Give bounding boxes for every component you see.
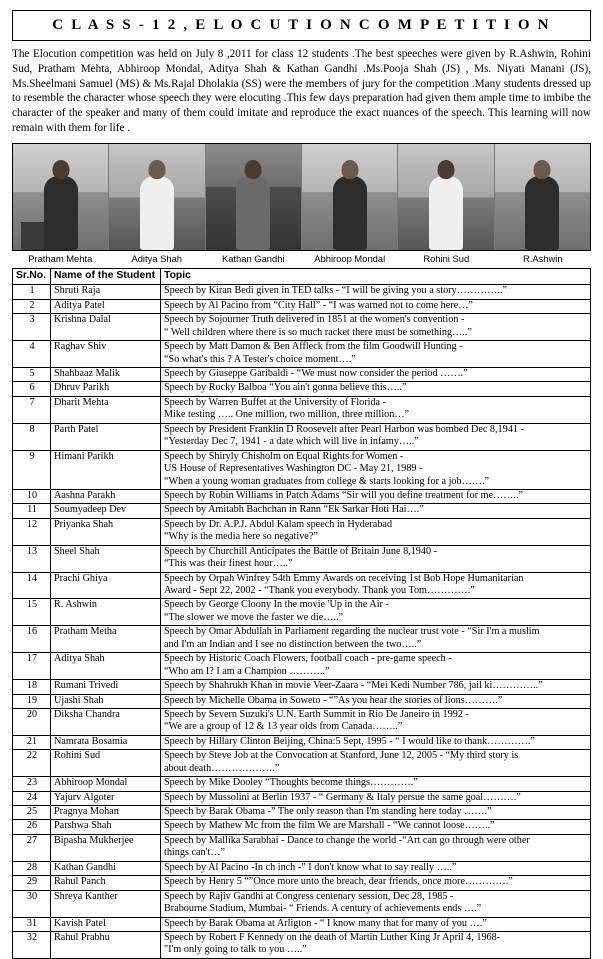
- topic-line: Speech by Amitabh Bachchan in Rann “Ek Sarkar Hoti Hai….”: [164, 504, 424, 516]
- cell-topic: [161, 820, 591, 834]
- photo-strip: [12, 143, 591, 251]
- topic-line: “Why is the media here so negative?”: [164, 531, 318, 543]
- cell-student-name: Prachi Ghiya: [51, 572, 161, 599]
- table-row: [13, 890, 591, 917]
- topic-line: “Who am I? I am a Champion ………..”: [164, 665, 330, 677]
- topic-line: Speech by Dr. A.P.J. Abdul Kalam speech in Hyderabad: [164, 518, 393, 530]
- photo-rohini-sud: [398, 144, 494, 250]
- cell-topic: [161, 890, 591, 917]
- topic-line: Speech by Historic Coach Flowers, football coach - pre-game speech -: [164, 653, 452, 665]
- cell-topic: [161, 876, 591, 890]
- table-row: [13, 572, 591, 599]
- table-row: [13, 504, 591, 518]
- cell-student-name: Shahbaaz Malik: [51, 368, 161, 382]
- cell-sr-no: 29: [13, 876, 51, 890]
- table-row: [13, 917, 591, 931]
- topic-line: Speech by Rocky Balboa “You ain't gonna believe this…..”: [164, 382, 407, 394]
- topic-line: Speech by Barak Obama at Arligton - “ I know many that for many of you ….”: [164, 917, 487, 929]
- cell-student-name: Dhruv Parikh: [51, 382, 161, 396]
- topic-line: Speech by Orpah Winfrey 54th Emmy Awards on receiving 1st Bob Hope Humanitarian: [164, 572, 524, 584]
- topic-line: Speech by Henry 5 “”Once more unto the breach, dear friends, once more………….”: [164, 876, 513, 888]
- cell-topic: [161, 834, 591, 861]
- topic-line: "I'm only going to talk to you …..”: [164, 944, 307, 956]
- column-header-sr: Sr.No.: [13, 268, 51, 285]
- cell-student-name: Pratham Metha: [51, 626, 161, 653]
- cell-student-name: Shreya Kanther: [51, 890, 161, 917]
- cell-student-name: Parshwa Shah: [51, 820, 161, 834]
- table-row: [13, 694, 591, 708]
- table-row: [13, 777, 591, 791]
- cell-sr-no: 1: [13, 285, 51, 299]
- cell-topic: [161, 572, 591, 599]
- table-row: [13, 299, 591, 313]
- table-row: [13, 735, 591, 749]
- cell-topic: [161, 285, 591, 299]
- topic-line: Brabourne Stadium, Mumbai- “ Friends. A century of achievements ends ….”: [164, 903, 482, 915]
- document-title-bar: [12, 10, 591, 41]
- topic-line: Speech by Al Pacino -In ch inch -” I don't know what to say really …..”: [164, 861, 457, 873]
- table-header-row: [13, 268, 591, 285]
- cell-topic: [161, 423, 591, 450]
- table-row: [13, 653, 591, 680]
- cell-topic: [161, 708, 591, 735]
- table-body: [13, 285, 591, 958]
- cell-sr-no: 5: [13, 368, 51, 382]
- cell-sr-no: 8: [13, 423, 51, 450]
- cell-topic: [161, 626, 591, 653]
- cell-student-name: Krishna Dalal: [51, 314, 161, 341]
- topic-line: Speech by Warren Buffet at the University of Florida -: [164, 396, 387, 408]
- cell-topic: [161, 489, 591, 503]
- cell-topic: [161, 791, 591, 805]
- cell-sr-no: 3: [13, 314, 51, 341]
- cell-student-name: Namrata Bosamia: [51, 735, 161, 749]
- topic-line: Speech by Robert F Kennedy on the death of Martin Luther King Jr April 4, 1968-: [164, 931, 501, 943]
- table-row: [13, 382, 591, 396]
- cell-topic: [161, 504, 591, 518]
- topic-line: “This was their finest hour…..”: [164, 558, 293, 570]
- photo-aditya-shah: [109, 144, 205, 250]
- cell-topic: [161, 368, 591, 382]
- table-row: [13, 750, 591, 777]
- cell-topic: [161, 777, 591, 791]
- topic-line: “Yesterday Dec 7, 1941 - a date which will live in infamy…..”: [164, 436, 419, 448]
- cell-topic: [161, 450, 591, 489]
- cell-sr-no: 22: [13, 750, 51, 777]
- topic-line: Speech by Kiran Bedi given in TED talks - “I will be giving you a story…………..”: [164, 285, 508, 297]
- cell-sr-no: 14: [13, 572, 51, 599]
- topic-line: Speech by Mathew Mc from the film We are Marshall - “We cannot loose……..”: [164, 820, 495, 832]
- topic-line: Speech by Shiryly Chisholm on Equal Rights for Women -: [164, 450, 404, 462]
- cell-student-name: Yajurv Algoter: [51, 791, 161, 805]
- photo-caption: R.Ashwin: [522, 252, 563, 264]
- cell-student-name: Aditya Patel: [51, 299, 161, 313]
- cell-sr-no: 18: [13, 680, 51, 694]
- table-row: [13, 931, 591, 958]
- cell-sr-no: 10: [13, 489, 51, 503]
- participants-table: [12, 268, 591, 959]
- table-row: [13, 834, 591, 861]
- photo-caption: Pratham Mehta: [28, 252, 93, 264]
- cell-student-name: Rohini Sud: [51, 750, 161, 777]
- cell-topic: [161, 545, 591, 572]
- cell-student-name: Kavish Patel: [51, 917, 161, 931]
- table-row: [13, 450, 591, 489]
- column-header-name: Name of the Student: [51, 268, 161, 285]
- topic-line: Speech by Robin Williams in Patch Adams “Sir will you define treatment for me……..”: [164, 489, 524, 501]
- topic-line: Speech by Sojourner Truth delivered in 1851 at the women's convention -: [164, 314, 465, 326]
- photo-pratham-mehta: [13, 144, 109, 250]
- topic-line: Speech by Giuseppe Garibaldi - “We must now consider the period …….”: [164, 368, 468, 379]
- photo-r-ashwin: [495, 144, 590, 250]
- topic-line: Speech by Steve Job at the Convocation at Stanford, June 12, 2005 - “My third story is: [164, 750, 519, 762]
- topic-line: “The slower we move the faster we die…..”: [164, 611, 344, 623]
- topic-line: Speech by Barak Obama -” The only reason than I'm standing here today …….”: [164, 806, 492, 817]
- table-row: [13, 423, 591, 450]
- cell-topic: [161, 917, 591, 931]
- table-row: [13, 368, 591, 382]
- cell-topic: [161, 599, 591, 626]
- intro-paragraph: The Elocution competition was held on July 8 ,2011 for class 12 students .The best speeches were given by R.Ashwin, Rohini Sud, Pratham Mehta, Abhiroop Mondal, Aditya Shah & Kathan Gandhi .Ms.Pooja Shah (JS) , Ms. Niyati Manani (JS), Ms.Sheelmani Samuel (MS) & Ms.Rajal Dholakia (SS) were the members of jury for the competition .Many students dressed up to resemble the character whose speech they were elocuting .This few days preparation had given them ample time to imbibe the character of the speaker and many of them could imitate and reproduce the exact nuances of the speech. This learning will now remain with them for life .: [12, 48, 591, 134]
- topic-line: “So what's this ? A Tester's choice moment….”: [164, 353, 356, 365]
- cell-topic: [161, 299, 591, 313]
- cell-student-name: Priyanka Shah: [51, 518, 161, 545]
- photo-captions: [12, 253, 591, 264]
- cell-student-name: Kathan Gandhi: [51, 861, 161, 875]
- cell-sr-no: 23: [13, 777, 51, 791]
- cell-student-name: Aashna Parakh: [51, 489, 161, 503]
- cell-sr-no: 30: [13, 890, 51, 917]
- cell-sr-no: 28: [13, 861, 51, 875]
- cell-sr-no: 12: [13, 518, 51, 545]
- topic-line: Speech by Al Pacino from “City Hall” - “I was warned not to come here…”: [164, 299, 473, 311]
- photo-abhiroop-mondal: [302, 144, 398, 250]
- photo-caption: Rohini Sud: [423, 252, 470, 264]
- cell-sr-no: 21: [13, 735, 51, 749]
- topic-line: Award - Sept 22, 2002 - “Thank you everybody. Thank you Tom………….”: [164, 585, 475, 596]
- table-row: [13, 791, 591, 805]
- page-title: C L A S S - 1 2 , E L O C U T I O N C O M P E T I T I O N: [52, 17, 551, 33]
- cell-topic: [161, 396, 591, 423]
- cell-topic: [161, 382, 591, 396]
- cell-student-name: Rumani Trivedi: [51, 680, 161, 694]
- cell-sr-no: 2: [13, 299, 51, 313]
- cell-sr-no: 25: [13, 806, 51, 820]
- cell-topic: [161, 931, 591, 958]
- topic-line: Speech by Churchill Anticipates the Battle of Britain June 8,1940 -: [164, 545, 438, 557]
- topic-line: Speech by George Cloony In the movie 'Up in the Air -: [164, 599, 389, 611]
- topic-line: Speech by Matt Damon & Ben Affleck from the film Goodwill Hunting -: [164, 341, 463, 353]
- cell-sr-no: 17: [13, 653, 51, 680]
- table-row: [13, 341, 591, 368]
- cell-student-name: Himani Parikh: [51, 450, 161, 489]
- cell-student-name: Soumyadeep Dev: [51, 504, 161, 518]
- table-row: [13, 626, 591, 653]
- cell-student-name: Ujashi Shah: [51, 694, 161, 708]
- table-row: [13, 285, 591, 299]
- cell-topic: [161, 314, 591, 341]
- cell-sr-no: 13: [13, 545, 51, 572]
- topic-line: Mike testing ….. One million, two million, three million…”: [164, 409, 410, 421]
- table-row: [13, 489, 591, 503]
- topic-line: “ Well children where there is so much racket there must be something…..”: [164, 326, 472, 338]
- topic-line: Speech by Severn Suzuki's U.N. Earth Summit in Rio De Janeiro in 1992 -: [164, 708, 469, 720]
- topic-line: Speech by Shahrukh Khan in movie Veer-Zaara - “Mei Kedi Number 786, jail ki…………..”: [164, 680, 543, 692]
- table-row: [13, 396, 591, 423]
- cell-student-name: Shruti Raja: [51, 285, 161, 299]
- table-row: [13, 820, 591, 834]
- cell-sr-no: 31: [13, 917, 51, 931]
- cell-topic: [161, 806, 591, 820]
- cell-student-name: Dharit Mehta: [51, 396, 161, 423]
- table-row: [13, 680, 591, 694]
- cell-sr-no: 16: [13, 626, 51, 653]
- table-row: [13, 599, 591, 626]
- cell-student-name: R. Ashwin: [51, 599, 161, 626]
- topic-line: Speech by Mussolini at Berlin 1937 - “ Germany & Italy persue the same goal……….”: [164, 791, 521, 803]
- cell-student-name: Diksha Chandra: [51, 708, 161, 735]
- cell-sr-no: 20: [13, 708, 51, 735]
- cell-topic: [161, 341, 591, 368]
- topic-line: Speech by Hillary Clinton Beijing, China:5 Sept, 1995 - “ I would like to thank………….”: [164, 735, 535, 747]
- cell-student-name: Sheel Shah: [51, 545, 161, 572]
- cell-sr-no: 24: [13, 791, 51, 805]
- cell-sr-no: 15: [13, 599, 51, 626]
- cell-sr-no: 19: [13, 694, 51, 708]
- topic-line: Speech by Rajiv Gandhi at Congress centenary session, Dec 28, 1985 -: [164, 890, 454, 902]
- cell-student-name: Pragnya Mohan: [51, 806, 161, 820]
- table-row: [13, 314, 591, 341]
- cell-student-name: Raghav Shiv: [51, 341, 161, 368]
- cell-sr-no: 7: [13, 396, 51, 423]
- topic-line: about death……………….”: [164, 762, 280, 774]
- topic-line: Speech by Mallika Sarabhai - Dance to change the world -“Art can go through were other: [164, 834, 530, 846]
- cell-topic: [161, 861, 591, 875]
- cell-student-name: Rahul Panch: [51, 876, 161, 890]
- cell-topic: [161, 735, 591, 749]
- cell-sr-no: 11: [13, 504, 51, 518]
- cell-topic: [161, 680, 591, 694]
- photo-kathan-gandhi: [206, 144, 302, 250]
- table-row: [13, 545, 591, 572]
- cell-topic: [161, 694, 591, 708]
- photo-caption: Abhiroop Mondal: [314, 252, 386, 264]
- cell-sr-no: 4: [13, 341, 51, 368]
- cell-topic: [161, 518, 591, 545]
- topic-line: US House of Representatives Washington DC - May 21, 1989 -: [164, 463, 423, 475]
- column-header-topic: Topic: [161, 268, 591, 285]
- cell-student-name: Parth Patel: [51, 423, 161, 450]
- cell-sr-no: 32: [13, 931, 51, 958]
- cell-student-name: Abhiroop Mondal: [51, 777, 161, 791]
- table-row: [13, 876, 591, 890]
- photo-caption: Kathan Gandhi: [221, 252, 285, 264]
- table-row: [13, 861, 591, 875]
- topic-line: and I'm an Indian and I see no distinction between the two…..”: [164, 638, 422, 650]
- cell-topic: [161, 750, 591, 777]
- cell-sr-no: 26: [13, 820, 51, 834]
- table-row: [13, 708, 591, 735]
- topic-line: things can't…”: [164, 847, 225, 859]
- cell-student-name: Aditya Shah: [51, 653, 161, 680]
- topic-line: “When a young woman graduates from college & starts looking for a job…….”: [164, 475, 490, 487]
- cell-topic: [161, 653, 591, 680]
- topic-line: “We are a group of 12 & 13 year olds from Canada……..”: [164, 721, 403, 733]
- topic-line: Speech by Michelle Obama in Soweto - “”As you hear the stories of lions……….”: [164, 694, 503, 706]
- table-row: [13, 518, 591, 545]
- cell-student-name: Bipasha Mukherjee: [51, 834, 161, 861]
- cell-sr-no: 6: [13, 382, 51, 396]
- topic-line: Speech by Mike Dooley “Thoughts become things………….”: [164, 777, 418, 789]
- cell-sr-no: 9: [13, 450, 51, 489]
- photo-caption: Aditya Shah: [131, 252, 183, 264]
- topic-line: Speech by President Franklin D Roosevelt after Pearl Harbon was bombed Dec 8,1941 -: [164, 423, 524, 435]
- topic-line: Speech by Omar Abdullah in Parliament regarding the nuclear trust vote - “Sir I'm a muslim: [164, 626, 540, 638]
- cell-sr-no: 27: [13, 834, 51, 861]
- table-row: [13, 806, 591, 820]
- cell-student-name: Rahul Prabhu: [51, 931, 161, 958]
